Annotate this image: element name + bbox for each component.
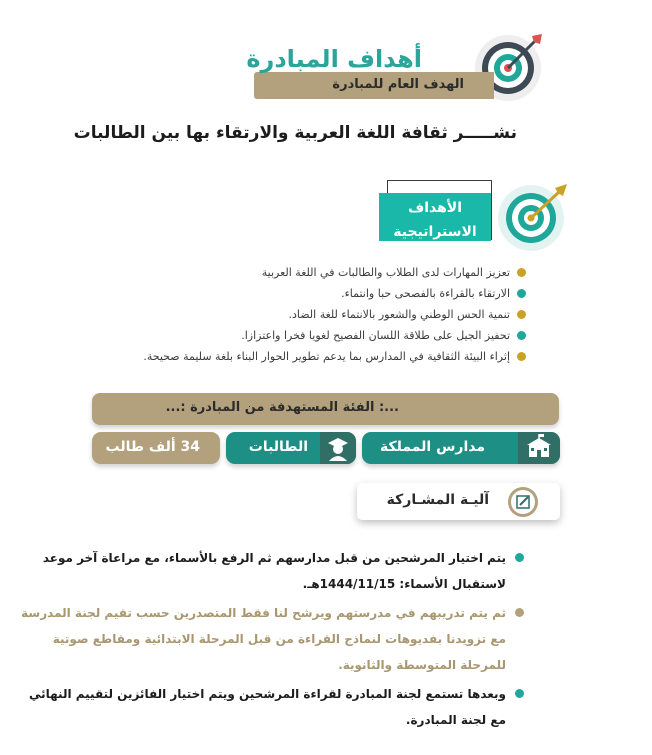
school-icon — [518, 432, 560, 464]
step-text-line: مع تزويدنا بفديوهات لنماذج القراءة من قبل المرحلة الابتدائية ومقاطع صوتية — [52, 632, 506, 646]
objective-text: تحفيز الجيل على طلاقة اللسان الفصيح لغويا فخرا واعتزازا. — [241, 329, 510, 342]
bullet-dot-icon — [517, 331, 526, 340]
bullet-dot-icon — [517, 352, 526, 361]
bullet-dot-icon — [517, 268, 526, 277]
students-badge — [226, 432, 356, 464]
bullet-dot-icon — [517, 289, 526, 298]
general-goal-text: نشـــــر ثقافة اللغة العربية والارتقاء بها بين الطالبات — [73, 123, 517, 143]
bullet-dot-icon — [517, 310, 526, 319]
strategic-line-1: الأهداف — [407, 200, 463, 216]
step-text-line: لاستقبال الأسماء: 1444/11/15هـ. — [302, 577, 506, 591]
objective-text: إثراء البيئة الثقافية في المدارس بما يدعم تطوير الحوار البناء بلغة سليمة صحيحة. — [143, 350, 510, 363]
bullet-dot-icon — [515, 553, 524, 562]
list-item — [126, 346, 526, 367]
students-label: الطالبات — [248, 439, 308, 455]
list-item — [126, 262, 526, 283]
objective-text: تعزيز المهارات لدى الطلاب والطالبات في اللغة العربية — [261, 266, 510, 279]
bullet-dot-icon — [515, 689, 524, 698]
list-item — [42, 545, 524, 597]
step-text-line: يتم اختيار المرشحين من قبل مدارسهم ثم الرفع بالأسماء، مع مراعاة آخر موعد — [42, 551, 506, 565]
schools-badge — [362, 432, 560, 464]
participation-mechanism-heading — [357, 483, 560, 520]
target-audience-bar — [92, 393, 559, 425]
general-goal-label-bar — [254, 72, 494, 99]
step-text-line: ثم يتم تدريبهم في مدرستهم ويرشح لنا فقط المتصدرين حسب تقيم لجنة المدرسة — [21, 606, 506, 620]
participation-steps-list — [21, 545, 524, 736]
target-audience-title: ...: الفئة المستهدفة من المبادرة :... — [165, 400, 399, 415]
student-count: 34 ألف طالب — [105, 439, 200, 455]
bullet-dot-icon — [515, 608, 524, 617]
schools-label: مدارس المملكة — [380, 439, 485, 455]
edit-icon — [508, 487, 538, 517]
general-goal-label: الهدف العام للمبادرة — [332, 77, 464, 92]
strategic-objectives-list — [126, 262, 526, 367]
graduate-icon — [320, 432, 356, 464]
target-arrow-icon — [497, 180, 571, 252]
list-item — [126, 304, 526, 325]
page-title: أهداف المبادرة — [246, 45, 422, 73]
student-count-badge — [92, 432, 220, 464]
step-text-line: للمرحلة المتوسطة والثانوية. — [338, 658, 506, 672]
list-item — [126, 283, 526, 304]
list-item — [28, 681, 524, 733]
strategic-line-2: الاستراتيجية — [393, 224, 477, 240]
participation-mechanism-title: آليـة المشـاركة — [386, 492, 489, 508]
list-item — [126, 325, 526, 346]
step-text-line: مع لجنة المبادرة. — [405, 713, 506, 727]
strategic-goals-heading — [379, 193, 491, 241]
list-item — [21, 600, 524, 678]
step-text-line: وبعدها تستمع لجنة المبادرة لقراءة المرشحين ويتم اختيار الفائزين لتقييم النهائي — [28, 687, 506, 701]
objective-text: الارتقاء بالقراءة بالفصحى حبا وانتماء. — [341, 287, 510, 300]
objective-text: تنمية الحس الوطني والشعور بالانتماء للغة الضاد. — [288, 308, 510, 321]
